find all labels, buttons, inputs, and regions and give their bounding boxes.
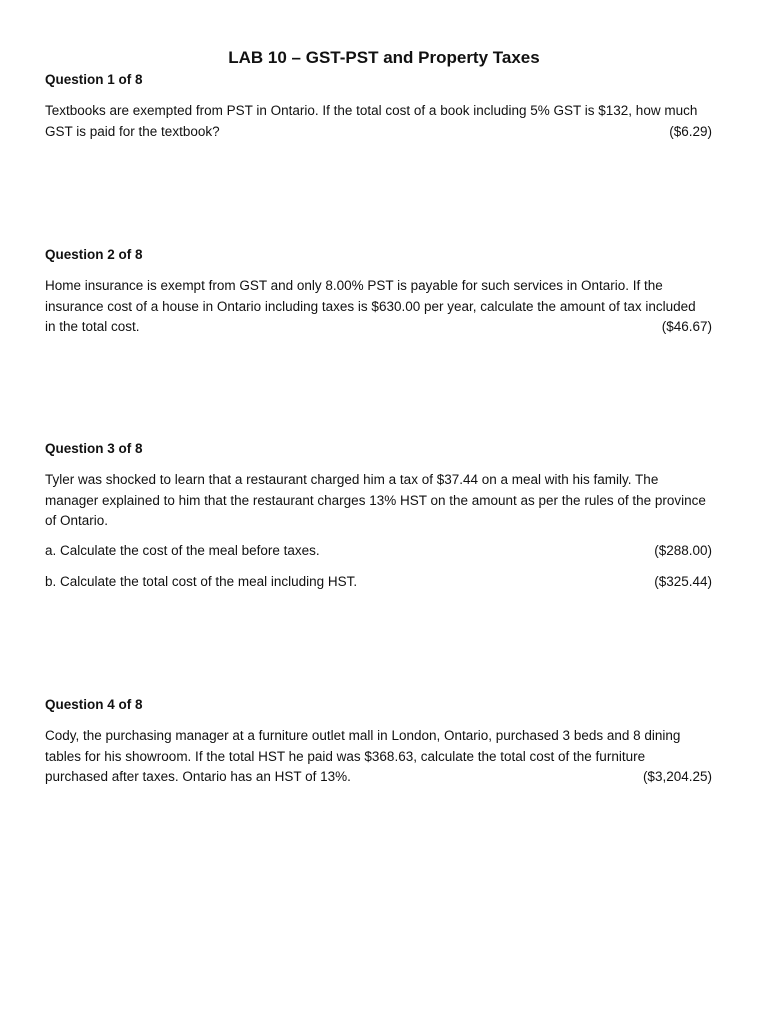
- question-4-answer: ($3,204.25): [642, 769, 712, 784]
- question-3-part-a: [45, 541, 712, 562]
- question-2-answer: ($46.67): [661, 319, 712, 334]
- page-title: LAB 10 – GST-PST and Property Taxes: [228, 48, 540, 67]
- question-2-heading: Question 2 of 8: [45, 247, 143, 262]
- question-3-part-b-answer: ($325.44): [654, 574, 712, 589]
- question-1-answer: ($6.29): [669, 123, 712, 139]
- question-3-part-a-answer: ($288.00): [654, 543, 712, 558]
- question-4-text-line-3: purchased after taxes. Ontario has an HST of 13%.: [45, 769, 351, 784]
- question-1-text-line-1: Textbooks are exempted from PST in Ontario. If the total cost of a book including 5% GST is $132, how much: [45, 103, 698, 118]
- question-1-last-line: [45, 122, 712, 143]
- question-1-heading: Question 1 of 8: [45, 72, 143, 87]
- question-4-heading: Question 4 of 8: [45, 697, 143, 712]
- question-3-part-a-text: a. Calculate the cost of the meal before taxes.: [45, 543, 320, 558]
- question-2-text-line-3: in the total cost.: [45, 319, 140, 334]
- question-4-text-line-1: Cody, the purchasing manager at a furniture outlet mall in London, Ontario, purchased 3 beds and 8 dining: [45, 728, 681, 743]
- question-2-text-line-2: insurance cost of a house in Ontario including taxes is $630.00 per year, calculate the amount of tax included: [45, 298, 696, 314]
- question-2-last-line: [45, 317, 712, 338]
- question-3-part-b-text: b. Calculate the total cost of the meal including HST.: [45, 574, 358, 589]
- question-1-text-line-2: GST is paid for the textbook?: [45, 123, 220, 139]
- question-3-heading: Question 3 of 8: [45, 441, 143, 456]
- question-3-text-line-1: Tyler was shocked to learn that a restaurant charged him a tax of $37.44 on a meal with his family. The: [45, 472, 659, 487]
- question-2-text-line-1: Home insurance is exempt from GST and only 8.00% PST is payable for such services in Ontario. If the: [45, 278, 663, 293]
- question-3-text-line-3: of Ontario.: [45, 513, 109, 528]
- question-3-text-line-2: manager explained to him that the restaurant charges 13% HST on the amount as per the rules of the province: [45, 492, 706, 508]
- question-4-text-line-2: tables for his showroom. If the total HST he paid was $368.63, calculate the total cost of the furniture: [45, 748, 646, 764]
- question-4-last-line: [45, 767, 712, 788]
- question-3-part-b: [45, 572, 712, 593]
